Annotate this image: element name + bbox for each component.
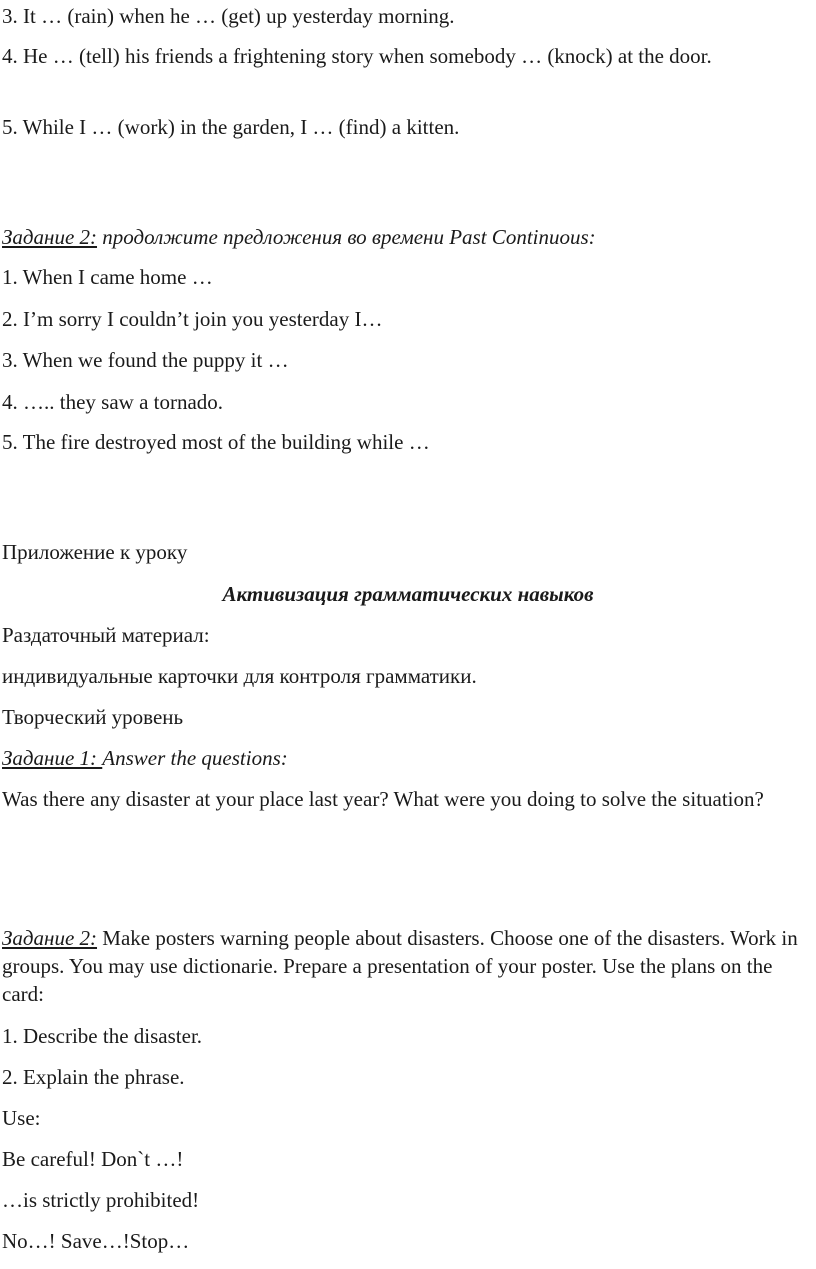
task2-label: Задание 2: <box>2 225 98 249</box>
use-label: Use: <box>2 1106 41 1130</box>
task1-instruction: Answer the questions: <box>102 746 288 770</box>
level-label: Творческий уровень <box>2 705 184 729</box>
task1-heading <box>2 744 288 772</box>
phrase-item: …is strictly prohibited! <box>2 1188 200 1212</box>
task2-item: 2. I’m sorry I couldn’t join you yesterday I… <box>2 307 383 331</box>
section-heading: Активизация грамматических навыков <box>222 582 594 606</box>
task2b-label: Задание 2: <box>2 926 98 950</box>
exercise-item: 3. It … (rain) when he … (get) up yesterday morning. <box>2 4 455 28</box>
exercise-item: 4. He … (tell) his friends a frightening story when somebody … (knock) at the door. <box>2 44 712 68</box>
task2b-text: Make posters warning people about disasters. Choose one of the disasters. Work in groups. You may use dictionarie. Prepare a presentation of your poster. Use the plans on the card: <box>2 926 798 1006</box>
exercise-item: 5. While I … (work) in the garden, I … (find) a kitten. <box>2 115 460 139</box>
task2-item: 1. When I came home … <box>2 265 213 289</box>
plan-item: 2. Explain the phrase. <box>2 1065 185 1089</box>
plan-item: 1. Describe the disaster. <box>2 1024 203 1048</box>
task2-heading <box>2 223 596 251</box>
task2b-paragraph <box>2 924 814 1008</box>
phrase-item: Be careful! Don`t …! <box>2 1147 184 1171</box>
appendix-title: Приложение к уроку <box>2 540 188 564</box>
task2-item: 4. ….. they saw a tornado. <box>2 390 224 414</box>
task2-instruction: продолжите предложения во времени Past Continuous: <box>97 225 596 249</box>
phrase-item: No…! Save…!Stop… <box>2 1229 190 1253</box>
task1-question: Was there any disaster at your place last year? What were you doing to solve the situation? <box>2 787 764 811</box>
task2-item: 3. When we found the puppy it … <box>2 348 289 372</box>
handout-label: Раздаточный материал: <box>2 623 210 647</box>
task2-item: 5. The fire destroyed most of the building while … <box>2 430 430 454</box>
task1-label: Задание 1: <box>2 746 103 770</box>
cards-description: индивидуальные карточки для контроля грамматики. <box>2 664 477 688</box>
